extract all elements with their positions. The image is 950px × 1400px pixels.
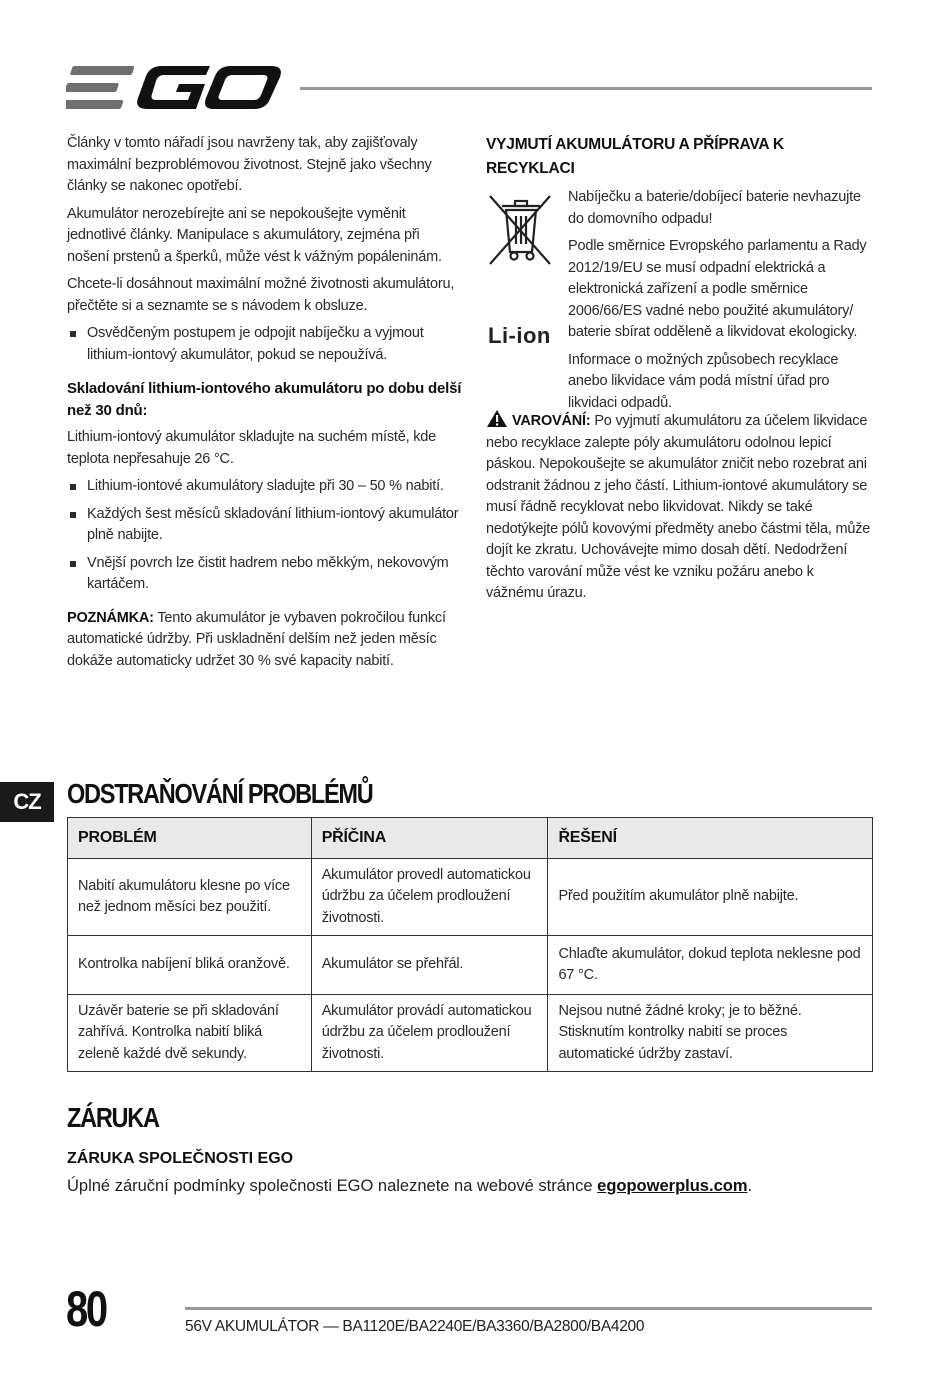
footer-rule <box>185 1307 872 1310</box>
warranty-sentence: Úplné záruční podmínky společnosti EGO naleznete na webové stránce <box>67 1177 598 1195</box>
table-cell: Akumulátor se přehřál. <box>311 936 548 995</box>
header-solution: ŘEŠENÍ <box>548 818 873 859</box>
table-row <box>68 859 873 936</box>
ego-logo <box>66 62 281 114</box>
footer-text: 56V AKUMULÁTOR — BA1120E/BA2240E/BA3360/BA2800/BA4200 <box>185 1318 645 1335</box>
bullet-item: Lithium-iontové akumulátory sladujte při 30 – 50 % nabití. <box>67 476 462 498</box>
table-cell: Uzávěr baterie se při skladování zahřívá. Kontrolka nabití bliká zeleně každé dvě sekundy. <box>68 995 312 1072</box>
right-column <box>486 133 874 611</box>
table-cell: Kontrolka nabíjení bliká oranžově. <box>68 936 312 995</box>
recycling-paragraph-1: Nabíječku a baterie/dobíjecí baterie nevhazujte do domovního odpadu! <box>568 189 861 227</box>
table-cell: Nejsou nutné žádné kroky; je to běžné. Stisknutím kontrolky nabití se proces automatické údržby zastaví. <box>548 995 873 1072</box>
warning-triangle-icon <box>486 409 508 428</box>
warranty-title: ZÁRUKA <box>67 1102 159 1133</box>
troubleshooting-title: ODSTRAŇOVÁNÍ PROBLÉMŮ <box>67 778 373 809</box>
table-header-row <box>68 818 873 859</box>
table-cell: Chlaďte akumulátor, dokud teplota neklesne pod 67 °C. <box>548 936 873 995</box>
table-cell: Nabití akumulátoru klesne po více než jednom měsíci bez použití. <box>68 859 312 936</box>
warning-label: VAROVÁNÍ: <box>512 413 591 429</box>
left-column <box>67 133 462 678</box>
warranty-subtitle: ZÁRUKA SPOLEČNOSTI EGO <box>67 1150 294 1167</box>
left-bullet-list <box>67 323 462 366</box>
left-paragraph-3: Chcete-li dosáhnout maximální možné životnosti akumulátoru, přečtěte si a seznamte se s návodem k obsluze. <box>67 276 455 314</box>
left-paragraph-2: Akumulátor nerozebírejte ani se nepokoušejte vyměnit jednotlivé články. Manipulace s akumulátory, zejména při nošení prstenů a šperků, může vést k vážným popáleninám. <box>67 205 442 265</box>
table-cell: Akumulátor provádí automatickou údržbu za účelem prodloužení životnosti. <box>311 995 548 1072</box>
bullet-item: Vnější povrch lze čistit hadrem nebo měkkým, nekovovým kartáčem. <box>67 553 462 596</box>
bullet-item: Osvědčeným postupem je odpojit nabíječku a vyjmout lithium-iontový akumulátor, pokud se nepoužívá. <box>67 323 462 366</box>
table-cell: Před použitím akumulátor plně nabijte. <box>548 859 873 936</box>
storage-heading: Skladování lithium-iontového akumulátoru po dobu delší než 30 dnů: <box>67 380 462 419</box>
header-problem: PROBLÉM <box>68 818 312 859</box>
recycling-paragraph-3: Informace o možných způsobech recyklace anebo likvidace vám podá místní úřad pro likvidaci odpadů. <box>568 351 839 411</box>
recycling-heading: VYJMUTÍ AKUMULÁTORU A PŘÍPRAVA K RECYKLACI <box>486 136 784 177</box>
warranty-end: . <box>747 1177 753 1195</box>
warranty-link[interactable]: egopowerplus.com <box>597 1177 748 1195</box>
bullet-item: Každých šest měsíců skladování lithium-iontový akumulátor plně nabijte. <box>67 504 462 547</box>
warning-text: Po vyjmutí akumulátoru za účelem likvidace nebo recyklace zalepte póly akumulátoru odolnou lepicí páskou. Nepokoušejte se akumulátor zničit nebo rozebrat ani odstranit žádnou z jeho částí. Lithium-iontové akumulátory se musí řádně recyklovat nebo likvidovat. Nikdy se také nedotýkejte pólů kovovými předměty anebo částmi těla, může dojít ke zkratu. Uchovávejte mimo dosah dětí. Nedodržení těchto varování může vést ke vzniku požáru anebo k vážnému úrazu. <box>486 413 871 601</box>
note-label: POZNÁMKA: <box>67 609 154 626</box>
recycling-paragraph-2: Podle směrnice Evropského parlamentu a Rady 2012/19/EU se musí odpadní elektrická a elektronická zařízení a podle směrnice 2006/66/ES vadné nebo použité akumulátory/ baterie sbírat odděleně a likvidovat ekologicky. <box>568 238 867 340</box>
storage-paragraph: Lithium-iontový akumulátor skladujte na suchém místě, kde teplota nepřesahuje 26 °C. <box>67 429 436 467</box>
warranty-text <box>67 1177 752 1196</box>
recycling-text <box>568 187 874 420</box>
table-row <box>68 936 873 995</box>
language-tab: CZ <box>0 782 54 822</box>
page-number: 80 <box>66 1281 106 1337</box>
warning-paragraph <box>486 409 874 605</box>
header-cause: PŘÍČINA <box>311 818 548 859</box>
left-paragraph-1: Články v tomto nářadí jsou navrženy tak, aby zajišťovaly maximální bezproblémovou životnost. Stejně jako všechny články se nakonec opotřebí. <box>67 135 432 194</box>
note-text: Tento akumulátor je vybaven pokročilou funkcí automatické údržby. Při uskladnění delším než jeden měsíc dokáže automaticky udržet 30 % své kapacity nabití. <box>67 609 446 669</box>
table-row <box>68 995 873 1072</box>
crossed-out-bin-icon <box>486 190 556 270</box>
troubleshooting-table <box>67 817 873 1072</box>
table-cell: Akumulátor provedl automatickou údržbu za účelem prodloužení životnosti. <box>311 859 548 936</box>
note-paragraph <box>67 608 462 673</box>
li-ion-label: Li-ion <box>488 323 551 348</box>
header-rule <box>300 87 872 90</box>
storage-bullet-list <box>67 476 462 596</box>
recycling-block <box>486 187 874 409</box>
